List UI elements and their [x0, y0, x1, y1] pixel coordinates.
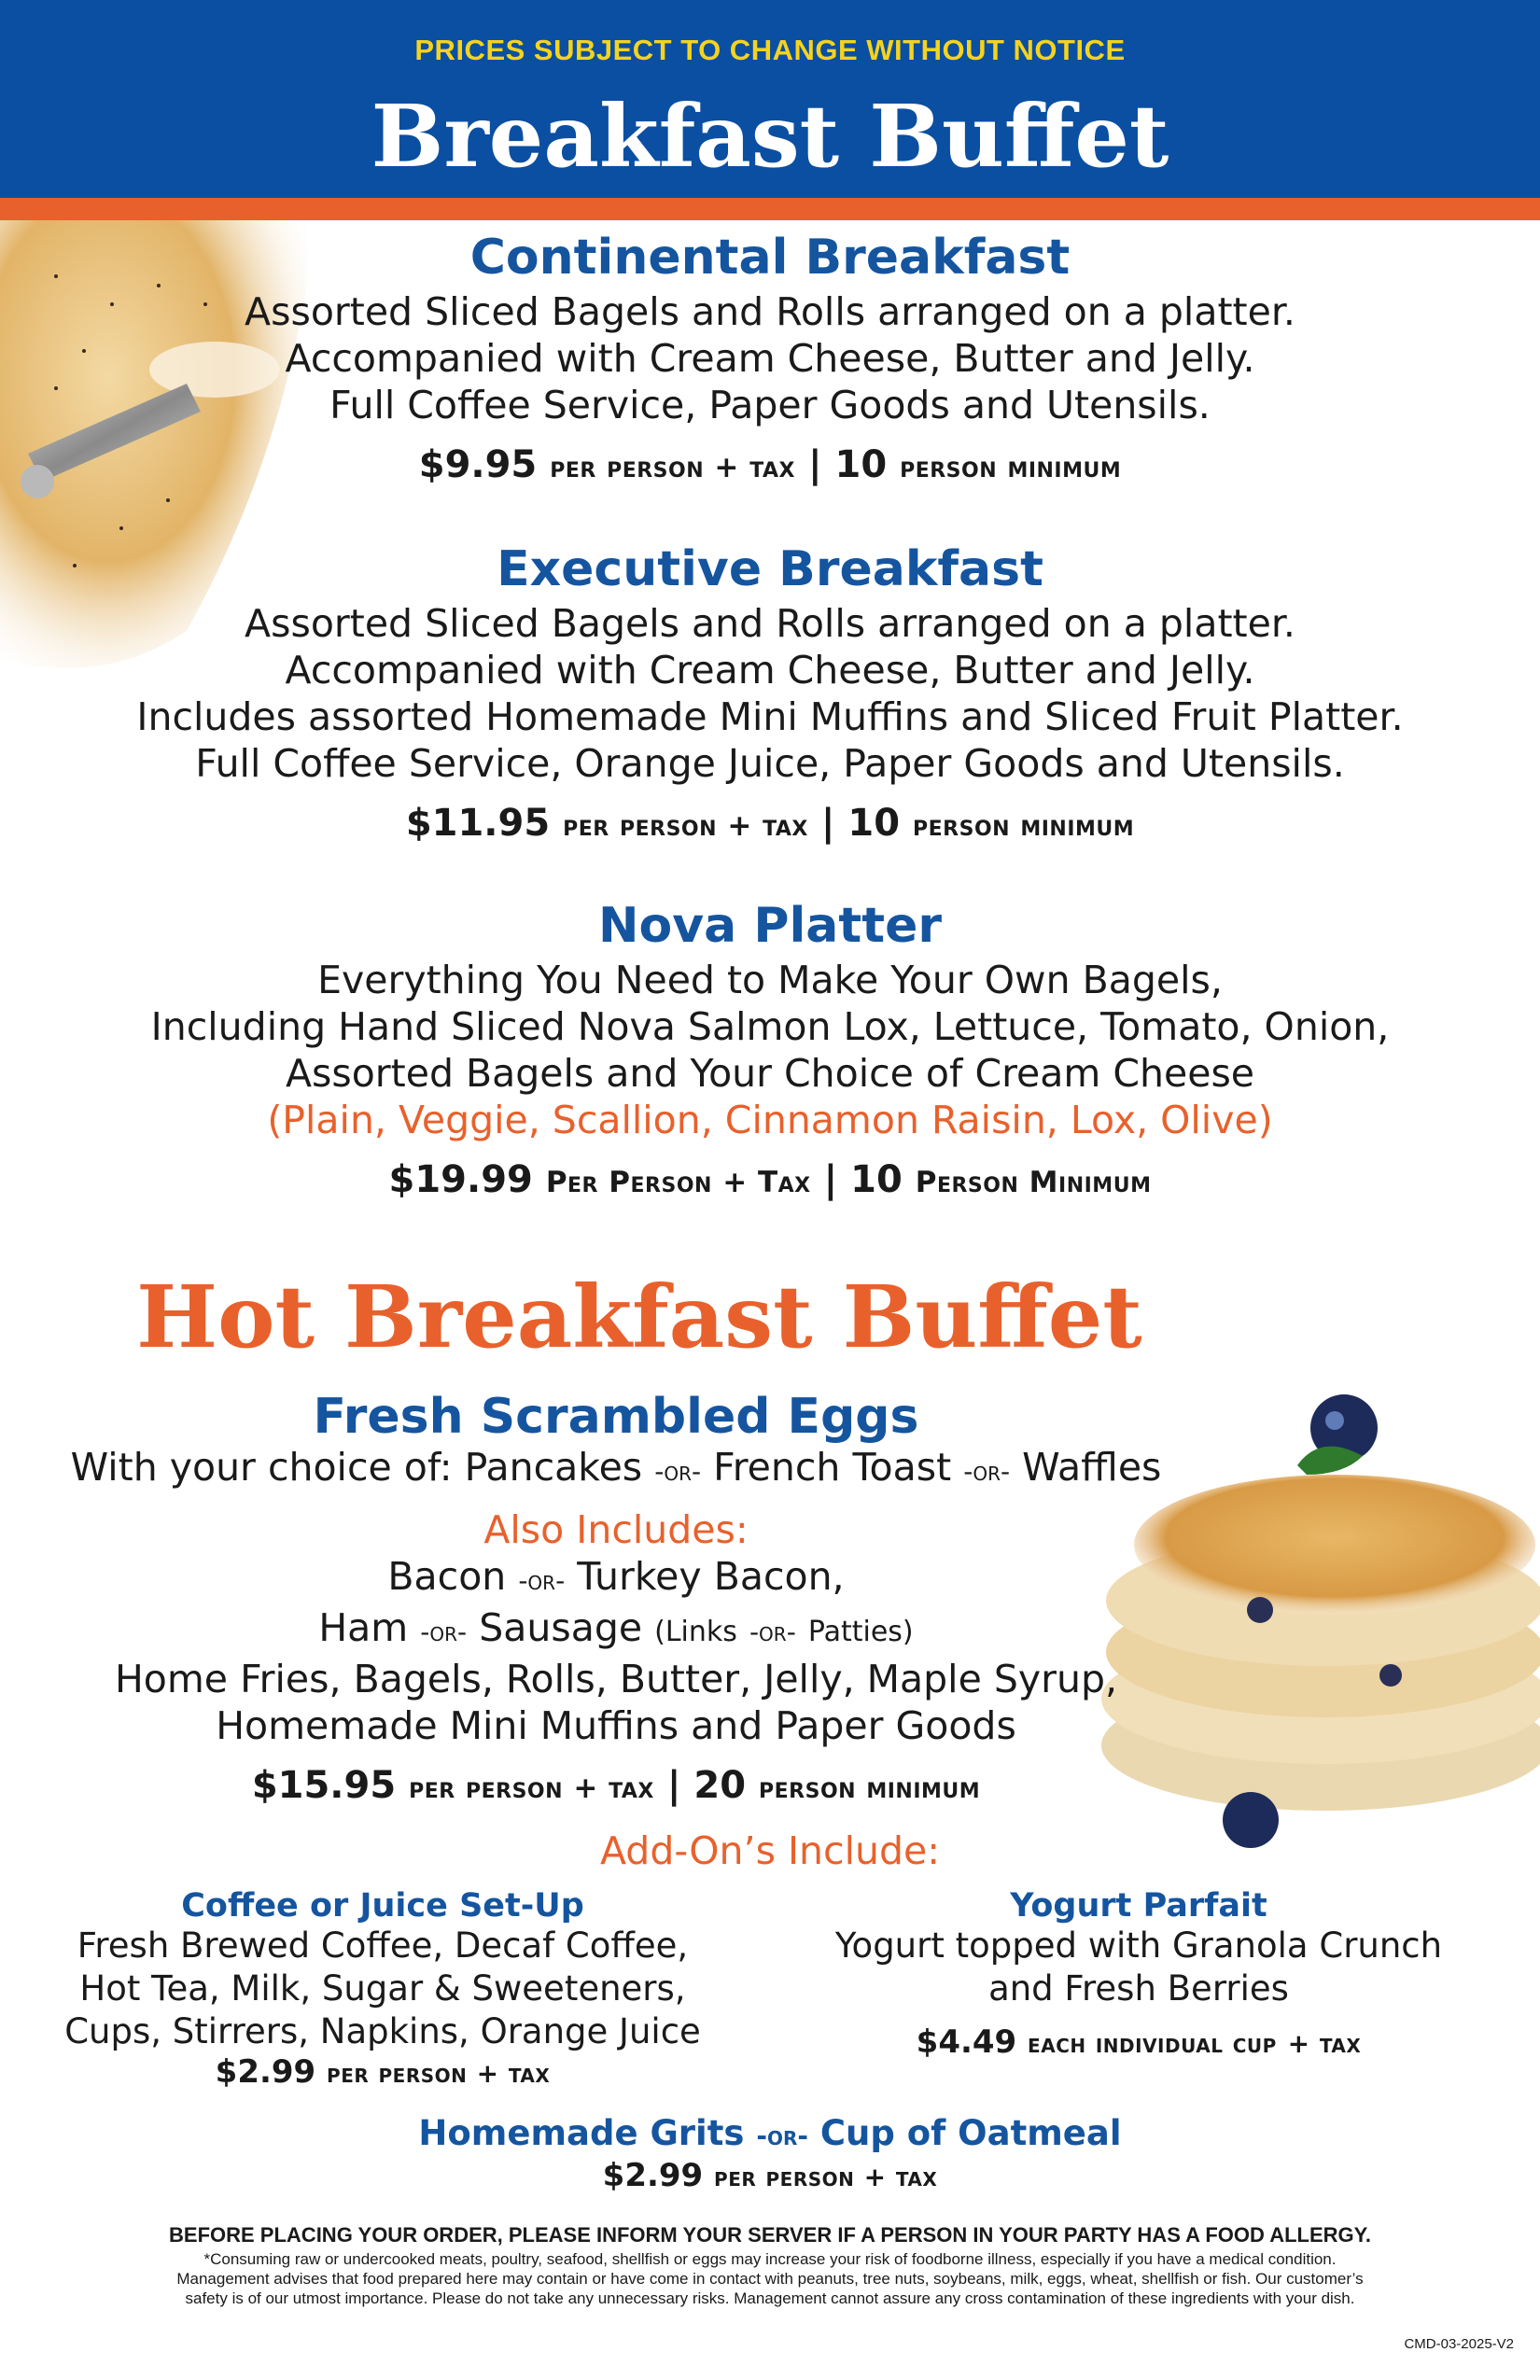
executive-line: Includes assorted Homemade Mini Muffins and Sliced Fruit Platter.: [136, 694, 1404, 740]
header-stripe: [0, 198, 1540, 220]
also-includes-label: Also Includes:: [483, 1507, 749, 1553]
hot-price: $15.95 per person + tax | 20 person minimum: [251, 1764, 981, 1808]
addon-coffee-line: Cups, Stirrers, Napkins, Orange Juice: [64, 2011, 701, 2051]
nova-line: Assorted Bagels and Your Choice of Cream Cheese: [285, 1051, 1255, 1097]
addon-coffee-line: Hot Tea, Milk, Sugar & Sweeteners,: [79, 1968, 686, 2009]
nova-line: Everything You Need to Make Your Own Bagels,: [317, 958, 1223, 1003]
addon-coffee-price: $2.99 per person + tax: [215, 2053, 551, 2091]
addon-grits-title: Homemade Grits -or- Cup of Oatmeal: [418, 2113, 1122, 2153]
continental-line: Accompanied with Cream Cheese, Butter and Jelly.: [285, 336, 1255, 382]
allergy-notice: BEFORE PLACING YOUR ORDER, PLEASE INFORM YOUR SERVER IF A PERSON IN YOUR PARTY HAS A FOOD ALLERGY.: [169, 2223, 1371, 2247]
addon-yogurt-price: $4.49 each individual cup + tax: [916, 2023, 1362, 2061]
page-title: Breakfast Buffet: [371, 86, 1169, 187]
continental-line: Assorted Sliced Bagels and Rolls arranged on a platter.: [245, 289, 1295, 335]
executive-title: Executive Breakfast: [497, 541, 1043, 597]
continental-price: $9.95 per person + tax | 10 person minimum: [418, 443, 1122, 487]
nova-line: Including Hand Sliced Nova Salmon Lox, Lettuce, Tomato, Onion,: [150, 1004, 1390, 1050]
fine-print-line: safety is of our utmost importance. Please do not take any unnecessary risks. Management cannot assure any cross contamination of these ingredients with your dish.: [185, 2289, 1355, 2307]
hot-choice: With your choice of: Pancakes -or- French Toast -or- Waffles: [70, 1445, 1162, 1491]
hot-title: Fresh Scrambled Eggs: [313, 1389, 919, 1445]
hot-line: Ham -or- Sausage (Links -or- Patties): [318, 1605, 914, 1651]
nova-title: Nova Platter: [598, 898, 942, 954]
addon-yogurt-title: Yogurt Parfait: [1010, 1887, 1267, 1925]
addon-coffee-title: Coffee or Juice Set-Up: [181, 1887, 584, 1925]
addon-grits-price: $2.99 per person + tax: [602, 2157, 938, 2194]
nova-section: [0, 900, 1540, 1201]
hot-section: [37, 1391, 1195, 1807]
hot-buffet-heading: Hot Breakfast Buffet: [136, 1267, 1142, 1367]
addon-yogurt-line: and Fresh Berries: [988, 1968, 1289, 2009]
executive-line: Accompanied with Cream Cheese, Butter and Jelly.: [285, 648, 1255, 693]
executive-section: [0, 543, 1540, 845]
addons-label: Add-On’s Include:: [599, 1828, 941, 1873]
nova-price: $19.99 Per Person + Tax | 10 Person Minimum: [388, 1158, 1152, 1202]
price-notice: PRICES SUBJECT TO CHANGE WITHOUT NOTICE: [414, 34, 1126, 66]
continental-line: Full Coffee Service, Paper Goods and Utensils.: [329, 383, 1211, 428]
addon-coffee-line: Fresh Brewed Coffee, Decaf Coffee,: [77, 1925, 689, 1966]
executive-price: $11.95 per person + tax | 10 person minimum: [405, 802, 1135, 846]
executive-line: Full Coffee Service, Orange Juice, Paper Goods and Utensils.: [195, 741, 1345, 787]
addon-coffee: [37, 1887, 728, 2091]
fine-print-line: *Consuming raw or undercooked meats, poultry, seafood, shellfish or eggs may increase your risk of foodborne illness, especially if you have a medical condition.: [203, 2250, 1337, 2268]
hot-line: Homemade Mini Muffins and Paper Goods: [216, 1703, 1016, 1749]
nova-options: (Plain, Veggie, Scallion, Cinnamon Raisin, Lox, Olive): [267, 1098, 1273, 1143]
hot-line: Bacon -or- Turkey Bacon,: [387, 1554, 845, 1600]
addon-yogurt-line: Yogurt topped with Granola Crunch: [834, 1925, 1443, 1966]
continental-section: [0, 231, 1540, 486]
document-code: CMD-03-2025-V2: [1404, 2336, 1514, 2352]
addon-yogurt: [803, 1887, 1475, 2061]
fine-print: [56, 2249, 1484, 2308]
addon-grits: [0, 2113, 1540, 2194]
hot-line: Home Fries, Bagels, Rolls, Butter, Jelly, Maple Syrup,: [114, 1657, 1118, 1702]
continental-title: Continental Breakfast: [469, 230, 1071, 286]
executive-line: Assorted Sliced Bagels and Rolls arranged on a platter.: [245, 601, 1295, 647]
fine-print-line: Management advises that food prepared here may contain or have come in contact with peanuts, tree nuts, soybeans, milk, eggs, wheat, shellfish or fish. Our customer’s: [176, 2270, 1364, 2288]
